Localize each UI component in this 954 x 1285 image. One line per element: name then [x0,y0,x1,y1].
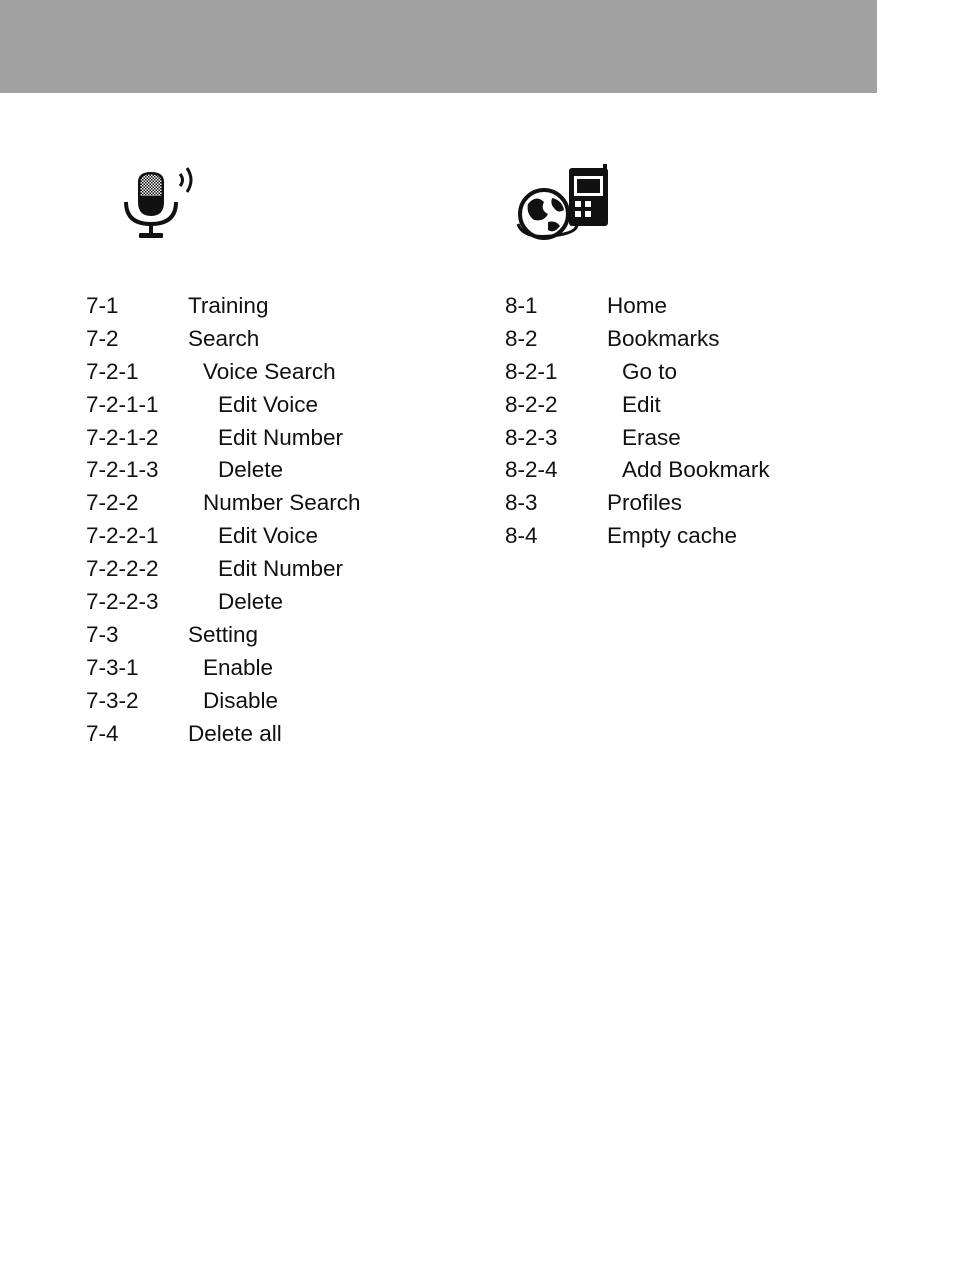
menu-item-number: 7-2-1-2 [86,424,159,450]
menu-item-label: Delete [218,589,284,615]
menu-item-label: Disable [203,687,279,713]
menu-item-number: 7-2-1-3 [86,457,159,483]
menu-item-label: Home [607,293,668,318]
voice-menu-item [86,289,416,322]
menu-item-number: 7-3-1 [86,654,139,680]
menu-item-number: 8-2-4 [505,457,558,483]
internet-menu-item [505,289,835,322]
voice-menu-item [86,519,416,552]
menu-item-number: 8-2 [505,325,538,351]
menu-item-label: Bookmarks [607,325,720,351]
voice-menu-item [86,388,416,421]
menu-item-number: 8-4 [505,523,538,549]
menu-item-number: 8-1 [505,293,538,318]
menu-item-label: Empty cache [607,523,738,549]
internet-menu-item [505,388,835,421]
menu-item-number: 8-2-2 [505,391,558,417]
menu-item-label: Edit Number [218,556,344,582]
voice-menu-item [86,585,416,618]
menu-item-number: 7-3 [86,621,119,647]
menu-item-number: 7-4 [86,720,119,746]
menu-item-number: 8-3 [505,490,538,516]
menu-item-label: Number Search [203,490,361,516]
menu-item-label: Setting [188,621,259,647]
menu-item-number: 7-2 [86,325,119,351]
menu-item-number: 7-2-1-1 [86,391,159,417]
voice-menu-item [86,355,416,388]
internet-menu-list [505,289,835,552]
internet-phone-icon [514,164,614,244]
menu-item-label: Enable [203,654,274,680]
menu-item-number: 7-1 [86,293,119,318]
menu-item-number: 7-2-2 [86,490,139,516]
menu-item-label: Training [188,293,269,318]
internet-menu-item [505,322,835,355]
menu-item-label: Delete all [188,720,282,746]
menu-item-label: Erase [622,424,681,450]
menu-item-label: Delete [218,457,284,483]
menu-item-label: Edit Voice [218,391,319,417]
voice-menu-item [86,486,416,519]
voice-microphone-icon [118,164,206,244]
menu-item-number: 7-2-2-1 [86,523,159,549]
voice-menu-item [86,322,416,355]
menu-item-label: Voice Search [203,358,336,384]
menu-item-label: Edit Voice [218,523,319,549]
menu-item-label: Edit [622,391,661,417]
menu-item-number: 8-2-3 [505,424,558,450]
voice-menu-item [86,684,416,717]
menu-item-label: Search [188,325,260,351]
internet-menu-item [505,519,835,552]
header-bar [0,0,877,93]
internet-menu-item [505,453,835,486]
menu-item-number: 7-3-2 [86,687,139,713]
voice-menu-item [86,421,416,454]
voice-menu-item [86,717,416,750]
internet-menu-item [505,486,835,519]
menu-item-number: 8-2-1 [505,358,558,384]
menu-item-number: 7-2-2-2 [86,556,159,582]
voice-menu-item [86,552,416,585]
menu-item-label: Edit Number [218,424,344,450]
menu-item-label: Profiles [607,490,683,516]
menu-item-label: Add Bookmark [622,457,770,483]
voice-menu-item [86,651,416,684]
menu-item-label: Go to [622,358,678,384]
voice-menu-item [86,618,416,651]
menu-item-number: 7-2-1 [86,358,139,384]
voice-menu-item [86,453,416,486]
internet-menu-item [505,421,835,454]
menu-item-number: 7-2-2-3 [86,589,159,615]
internet-menu-item [505,355,835,388]
voice-menu-list [86,289,416,749]
